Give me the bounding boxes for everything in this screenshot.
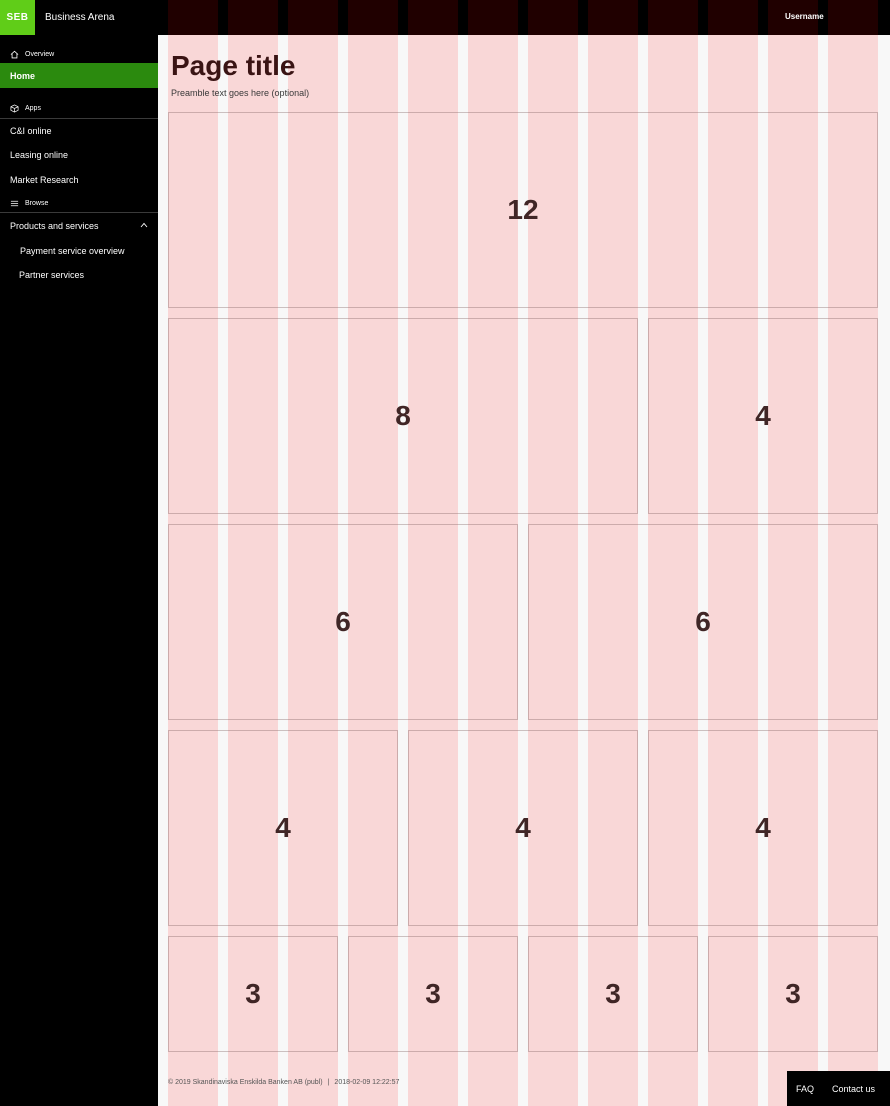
- grid-column-top: [468, 0, 518, 35]
- section-apps: [10, 102, 41, 114]
- footer-links: [787, 1071, 890, 1106]
- grid-box-span-4: 4: [648, 318, 878, 514]
- chevron-up-icon[interactable]: [140, 222, 148, 228]
- grid-box-span-8: 8: [168, 318, 638, 514]
- sidebar-item-label: C&I online: [10, 126, 52, 136]
- grid-box-span-4: 4: [648, 730, 878, 926]
- footer-info: [168, 1079, 399, 1086]
- preamble-text: Preamble text goes here (optional): [171, 88, 310, 98]
- sidebar: [0, 35, 158, 1106]
- section-label: Overview: [25, 50, 55, 58]
- sidebar-subitem-partner-services[interactable]: Partner services: [19, 270, 85, 280]
- grid-column-top: [348, 0, 398, 35]
- home-icon: [10, 50, 19, 59]
- menu-icon: [10, 199, 19, 208]
- grid-column-top: [288, 0, 338, 35]
- grid-box-span-3: 3: [348, 936, 518, 1052]
- sidebar-subitem-payment-service-overview[interactable]: Payment service overview: [20, 246, 125, 256]
- section-label: Browse: [25, 199, 49, 207]
- sidebar-item-label: Home: [10, 70, 36, 81]
- copyright-text: © 2019 Skandinaviska Enskilda Banken AB (publ): [168, 1079, 323, 1086]
- box-icon: [10, 104, 19, 113]
- section-browse: [10, 197, 48, 209]
- grid-column-top: [528, 0, 578, 35]
- grid-column-top: [408, 0, 458, 35]
- app-name[interactable]: Business Arena: [45, 12, 115, 23]
- grid-box-span-6: 6: [168, 524, 518, 720]
- sidebar-item-label: Market Research: [10, 175, 79, 185]
- username[interactable]: Username: [785, 12, 824, 21]
- grid-column-top: [168, 0, 218, 35]
- grid-box-span-3: 3: [168, 936, 338, 1052]
- section-label: Apps: [25, 104, 41, 112]
- contact-us-link[interactable]: Contact us: [832, 1083, 876, 1094]
- grid-column-top: [588, 0, 638, 35]
- divider: [0, 118, 158, 119]
- grid-column-top: [648, 0, 698, 35]
- grid-box-span-12: 12: [168, 112, 878, 308]
- grid-box-span-4: 4: [168, 730, 398, 926]
- grid-box-span-4: 4: [408, 730, 638, 926]
- sidebar-item-products-and-services[interactable]: [0, 219, 158, 233]
- sidebar-item-market-research[interactable]: [0, 173, 158, 187]
- grid-column-top: [228, 0, 278, 35]
- seb-logo[interactable]: SEB: [0, 0, 35, 35]
- divider: [0, 212, 158, 213]
- sidebar-item-label: Products and services: [10, 221, 99, 231]
- grid-column-top: [708, 0, 758, 35]
- section-overview: [10, 48, 54, 60]
- grid-column-top: [828, 0, 878, 35]
- grid-box-span-3: 3: [528, 936, 698, 1052]
- sidebar-item-label: Leasing online: [10, 150, 69, 160]
- faq-link[interactable]: FAQ: [796, 1083, 815, 1094]
- footer-separator: |: [327, 1079, 330, 1086]
- sidebar-item-home[interactable]: [0, 63, 158, 88]
- grid-box-span-3: 3: [708, 936, 878, 1052]
- sidebar-item-ci-online[interactable]: [0, 124, 158, 138]
- grid-box-span-6: 6: [528, 524, 878, 720]
- timestamp: 2018-02-09 12:22:57: [334, 1079, 400, 1086]
- page-title: Page title: [171, 50, 296, 81]
- sidebar-item-leasing-online[interactable]: [0, 148, 158, 162]
